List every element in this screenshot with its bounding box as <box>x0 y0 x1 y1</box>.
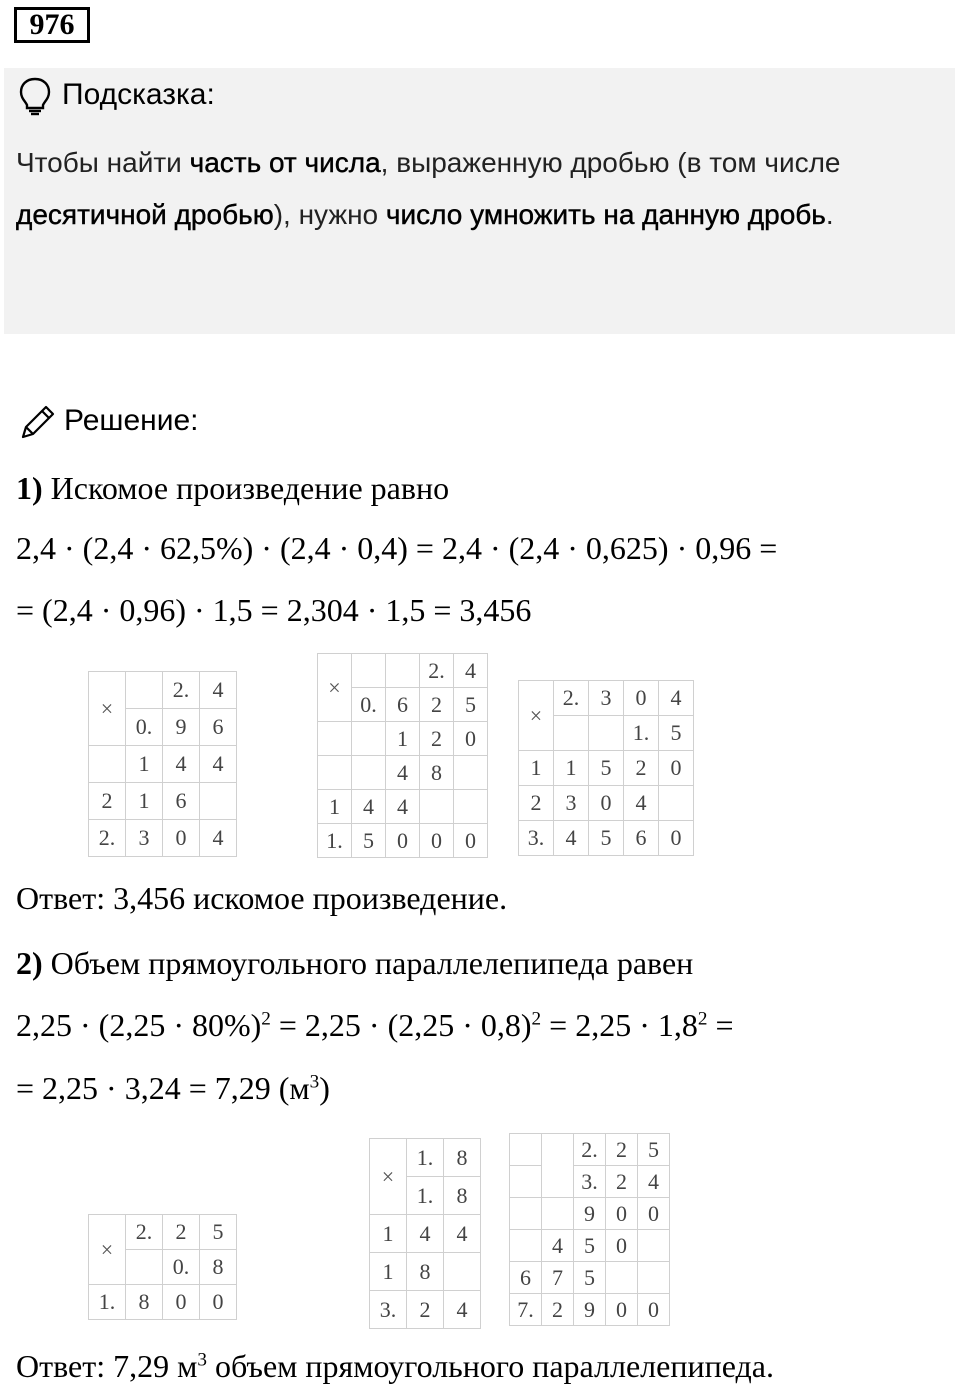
grid-cell: 3. <box>574 1166 606 1198</box>
part2-intro: 2) Объем прямоугольного параллелепипеда равен <box>16 945 694 981</box>
grid-cell: 0. <box>163 1250 200 1285</box>
grid-cell: 0 <box>589 786 624 821</box>
grid-cell: 4 <box>200 746 237 783</box>
times-sign: × <box>318 654 352 722</box>
grid-cell: 0 <box>386 824 420 858</box>
grid-cell: 4 <box>407 1215 444 1253</box>
grid-cell: 0. <box>352 688 386 722</box>
grid-cell: 0 <box>638 1294 670 1326</box>
grid-cell: 4 <box>352 790 386 824</box>
grid-cell: 0 <box>454 722 488 756</box>
grid-cell: 1. <box>407 1139 444 1177</box>
grid-row <box>89 1285 237 1320</box>
grid-cell <box>352 756 386 790</box>
grid-cell <box>200 783 237 820</box>
grid-row <box>510 1134 670 1166</box>
grid-cell: 1. <box>624 716 659 751</box>
grid-cell: 2. <box>574 1134 606 1166</box>
grid-cell: 0 <box>163 1285 200 1320</box>
grid-row <box>318 654 488 688</box>
grid-cell: 0 <box>163 820 200 857</box>
grid-cell: 2. <box>420 654 454 688</box>
grid-cell: 2 <box>420 722 454 756</box>
grid-row <box>89 1215 237 1250</box>
grid-cell: 0. <box>126 709 163 746</box>
multiplication-grid-1 <box>88 671 237 857</box>
grid-cell: 2. <box>163 672 200 709</box>
grid-row <box>370 1139 481 1177</box>
grid-row <box>89 783 237 820</box>
grid-cell <box>126 1250 163 1285</box>
grid-cell <box>420 790 454 824</box>
grid-cell: 4 <box>638 1166 670 1198</box>
grid-cell: 0 <box>659 751 694 786</box>
grid-cell <box>89 746 126 783</box>
grid-row <box>519 681 694 716</box>
grid-cell: 0 <box>606 1230 638 1262</box>
part1-answer: Ответ: 3,456 искомое произведение. <box>16 880 508 916</box>
hint-title: Подсказка: <box>62 78 215 111</box>
grid-cell: 7 <box>542 1262 574 1294</box>
grid-cell <box>589 716 624 751</box>
grid-cell: 4 <box>444 1215 481 1253</box>
grid-cell: 8 <box>200 1250 237 1285</box>
grid-cell: 3 <box>126 820 163 857</box>
grid-cell <box>510 1230 542 1262</box>
grid-cell <box>444 1253 481 1291</box>
grid-cell: 1 <box>554 751 589 786</box>
grid-row <box>318 722 488 756</box>
grid-cell <box>454 790 488 824</box>
grid-cell: 2 <box>89 783 126 820</box>
grid-cell: 1 <box>126 783 163 820</box>
grid-cell: 1 <box>370 1215 407 1253</box>
grid-cell: 4 <box>163 746 200 783</box>
grid-row <box>370 1291 481 1329</box>
grid-cell <box>318 722 352 756</box>
grid-cell: 0 <box>606 1294 638 1326</box>
grid-cell: 3. <box>370 1291 407 1329</box>
part2-answer: Ответ: 7,29 $м^3$ объем прямоугольного параллелепипеда. <box>16 1348 774 1384</box>
grid-cell: 0 <box>659 821 694 856</box>
grid-cell: 8 <box>444 1139 481 1177</box>
grid-row <box>519 751 694 786</box>
grid-cell: 1 <box>519 751 554 786</box>
grid-cell: 3. <box>519 821 554 856</box>
multiplication-grid-4 <box>88 1214 237 1320</box>
grid-cell: 6 <box>624 821 659 856</box>
part1-equation-2: = (2,4 · 0,96) · 1,5 = 2,304 · 1,5 = 3,456 <box>16 592 532 628</box>
grid-cell: 4 <box>454 654 488 688</box>
grid-row <box>519 786 694 821</box>
grid-cell: 6 <box>200 709 237 746</box>
grid-cell: 8 <box>126 1285 163 1320</box>
grid-cell <box>542 1134 574 1198</box>
grid-cell: 1 <box>126 746 163 783</box>
grid-row <box>318 790 488 824</box>
grid-cell: 1. <box>89 1285 126 1320</box>
grid-cell: 4 <box>554 821 589 856</box>
grid-cell: 9 <box>574 1294 606 1326</box>
grid-cell <box>352 722 386 756</box>
grid-row <box>510 1230 670 1262</box>
grid-cell <box>386 654 420 688</box>
grid-cell <box>454 756 488 790</box>
part2-equation-1: $2,25 \cdot (2,25 \cdot 80\%)^2 = 2,25 \cdot (2,25 \cdot 0,8)^2 = 2,25 \cdot 1,8^2$ = <box>16 1007 734 1043</box>
grid-cell: 2 <box>606 1134 638 1166</box>
grid-cell: 4 <box>624 786 659 821</box>
grid-cell: 4 <box>542 1230 574 1262</box>
grid-cell: 8 <box>444 1177 481 1215</box>
grid-cell: 2 <box>163 1215 200 1250</box>
grid-cell: 8 <box>407 1253 444 1291</box>
grid-cell: 1 <box>370 1253 407 1291</box>
grid-row <box>89 672 237 709</box>
grid-cell: 0 <box>200 1285 237 1320</box>
multiplication-grid-2 <box>317 653 488 858</box>
grid-cell: 5 <box>589 821 624 856</box>
grid-cell: 4 <box>659 681 694 716</box>
grid-cell: 4 <box>200 820 237 857</box>
grid-cell <box>126 672 163 709</box>
grid-cell: 1. <box>407 1177 444 1215</box>
grid-cell: 3 <box>554 786 589 821</box>
part1-equation-1: 2,4 · (2,4 · 62,5%) · (2,4 · 0,4) = 2,4 · (2,4 · 0,625) · 0,96 = <box>16 530 778 566</box>
grid-cell: 0 <box>454 824 488 858</box>
grid-row <box>510 1198 670 1230</box>
grid-cell <box>606 1262 638 1294</box>
grid-cell: 0 <box>624 681 659 716</box>
grid-cell: 2 <box>542 1294 574 1326</box>
solution-title: Решение: <box>64 404 199 437</box>
grid-cell: 0 <box>420 824 454 858</box>
multiplication-grid-6 <box>509 1133 670 1326</box>
times-sign: × <box>89 1215 126 1285</box>
grid-cell <box>318 756 352 790</box>
grid-cell: 5 <box>659 716 694 751</box>
grid-cell: 7. <box>510 1294 542 1326</box>
pencil-icon <box>18 402 58 442</box>
times-sign: × <box>519 681 554 751</box>
grid-row <box>510 1166 670 1198</box>
grid-cell: 5 <box>454 688 488 722</box>
grid-cell <box>352 654 386 688</box>
grid-cell: 4 <box>386 756 420 790</box>
grid-cell: 1 <box>318 790 352 824</box>
task-number: 976 <box>14 7 90 43</box>
grid-cell: 2. <box>89 820 126 857</box>
grid-cell: 2 <box>407 1291 444 1329</box>
grid-cell: 3 <box>589 681 624 716</box>
grid-row <box>519 821 694 856</box>
grid-cell: 5 <box>574 1230 606 1262</box>
grid-cell: 5 <box>352 824 386 858</box>
grid-row <box>370 1215 481 1253</box>
hint-text: Чтобы найти часть от числа, выраженную дробью (в том числе десятичной дробью), нужно число умножить на данную дробь. <box>16 147 841 230</box>
grid-cell: 5 <box>574 1262 606 1294</box>
grid-cell: 1 <box>386 722 420 756</box>
times-sign: × <box>370 1139 407 1215</box>
grid-cell <box>554 716 589 751</box>
grid-row <box>89 746 237 783</box>
grid-cell <box>542 1198 574 1230</box>
grid-cell: 2. <box>126 1215 163 1250</box>
grid-row <box>318 824 488 858</box>
multiplication-grid-3 <box>518 680 694 856</box>
grid-cell: 6 <box>163 783 200 820</box>
part2-equation-2: = 2,25 · 3,24 = 7,29 $(м^3)$ <box>16 1070 330 1106</box>
multiplication-grid-5 <box>369 1138 481 1329</box>
grid-row <box>89 820 237 857</box>
part1-intro: 1) Искомое произведение равно <box>16 470 450 506</box>
grid-cell: 6 <box>510 1262 542 1294</box>
grid-cell: 5 <box>638 1134 670 1166</box>
grid-cell: 6 <box>386 688 420 722</box>
grid-cell: 2. <box>554 681 589 716</box>
grid-cell: 8 <box>420 756 454 790</box>
grid-cell <box>510 1134 542 1166</box>
grid-cell: 5 <box>589 751 624 786</box>
grid-cell <box>638 1230 670 1262</box>
grid-cell: 5 <box>200 1215 237 1250</box>
grid-cell: 2 <box>606 1166 638 1198</box>
grid-cell: 9 <box>574 1198 606 1230</box>
grid-cell <box>510 1166 542 1198</box>
grid-row <box>318 756 488 790</box>
grid-cell: 4 <box>386 790 420 824</box>
grid-row <box>370 1253 481 1291</box>
grid-cell <box>510 1198 542 1230</box>
grid-cell <box>638 1262 670 1294</box>
grid-cell: 2 <box>420 688 454 722</box>
grid-cell <box>659 786 694 821</box>
times-sign: × <box>89 672 126 746</box>
grid-cell: 1. <box>318 824 352 858</box>
grid-cell: 4 <box>444 1291 481 1329</box>
grid-cell: 0 <box>606 1198 638 1230</box>
grid-cell: 9 <box>163 709 200 746</box>
grid-row <box>510 1262 670 1294</box>
grid-cell: 0 <box>638 1198 670 1230</box>
grid-cell: 4 <box>200 672 237 709</box>
grid-cell: 2 <box>624 751 659 786</box>
lightbulb-icon <box>18 76 52 116</box>
grid-cell: 2 <box>519 786 554 821</box>
grid-row <box>510 1294 670 1326</box>
